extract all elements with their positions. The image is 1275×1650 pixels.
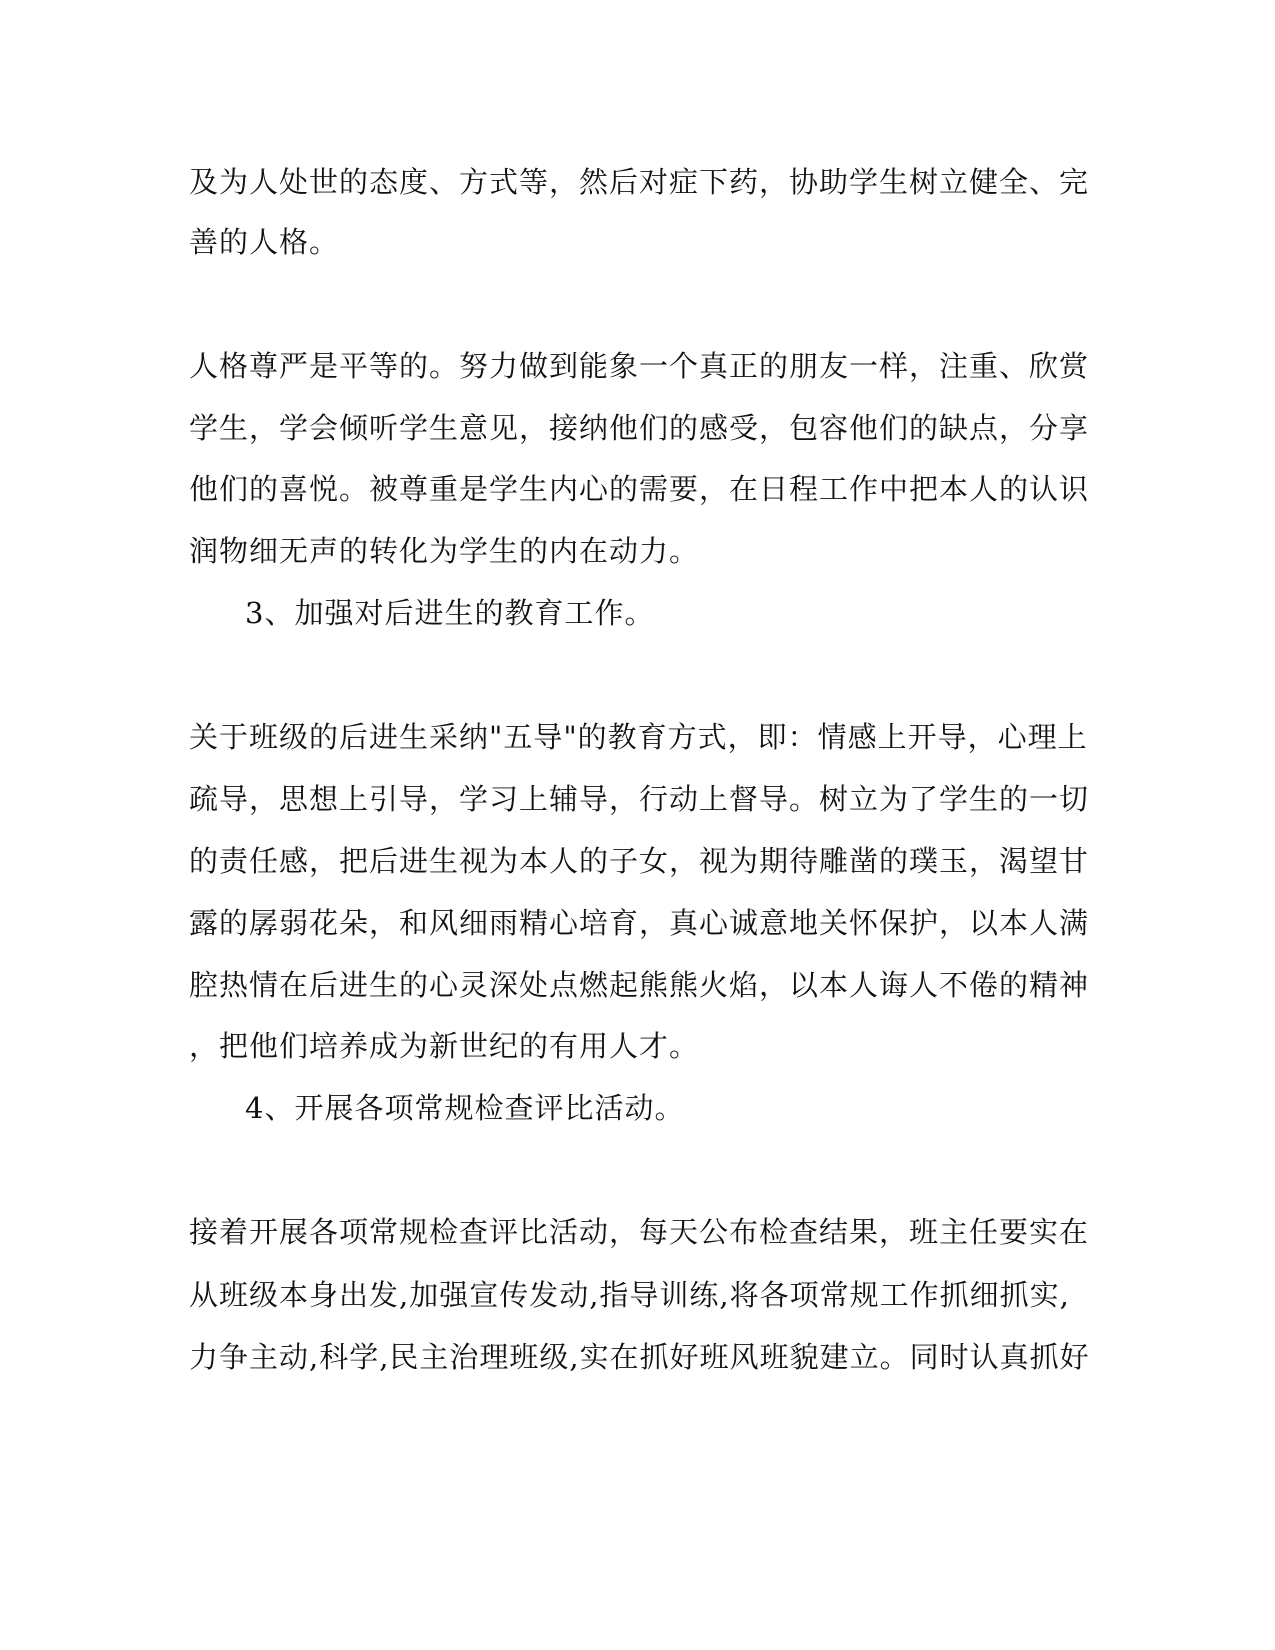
paragraph-line: 学生，学会倾听学生意见，接纳他们的感受，包容他们的缺点，分享 xyxy=(189,411,1090,445)
paragraph-line: 润物细无声的转化为学生的内在动力。 xyxy=(189,534,700,568)
paragraph-line: 接着开展各项常规检查评比活动，每天公布检查结果，班主任要实在 xyxy=(189,1215,1090,1249)
paragraph-line: 从班级本身出发,加强宣传发动,指导训练,将各项常规工作抓细抓实, xyxy=(189,1278,1070,1312)
paragraph-line: 善的人格。 xyxy=(189,225,340,259)
paragraph-line: 疏导，思想上引导，学习上辅导，行动上督导。树立为了学生的一切 xyxy=(189,782,1090,816)
paragraph-line: ，把他们培养成为新世纪的有用人才。 xyxy=(189,1029,700,1063)
paragraph-line: 关于班级的后进生采纳"五导"的教育方式，即：情感上开导，心理上 xyxy=(189,720,1088,754)
paragraph-line: 的责任感，把后进生视为本人的子女，视为期待雕凿的璞玉，渴望甘 xyxy=(189,844,1090,878)
paragraph-line: 及为人处世的态度、方式等，然后对症下药，协助学生树立健全、完 xyxy=(189,165,1090,199)
paragraph-line: 他们的喜悦。被尊重是学生内心的需要，在日程工作中把本人的认识 xyxy=(189,472,1090,506)
section-heading-3: 3、加强对后进生的教育工作。 xyxy=(245,596,655,630)
paragraph-line: 力争主动,科学,民主治理班级,实在抓好班风班貌建立。同时认真抓好 xyxy=(189,1340,1090,1374)
section-heading-4: 4、开展各项常规检查评比活动。 xyxy=(245,1091,685,1125)
paragraph-line: 露的孱弱花朵，和风细雨精心培育，真心诚意地关怀保护，以本人满 xyxy=(189,906,1090,940)
paragraph-line: 人格尊严是平等的。努力做到能象一个真正的朋友一样，注重、欣赏 xyxy=(189,349,1090,383)
paragraph-line: 腔热情在后进生的心灵深处点燃起熊熊火焰，以本人诲人不倦的精神 xyxy=(189,968,1090,1002)
